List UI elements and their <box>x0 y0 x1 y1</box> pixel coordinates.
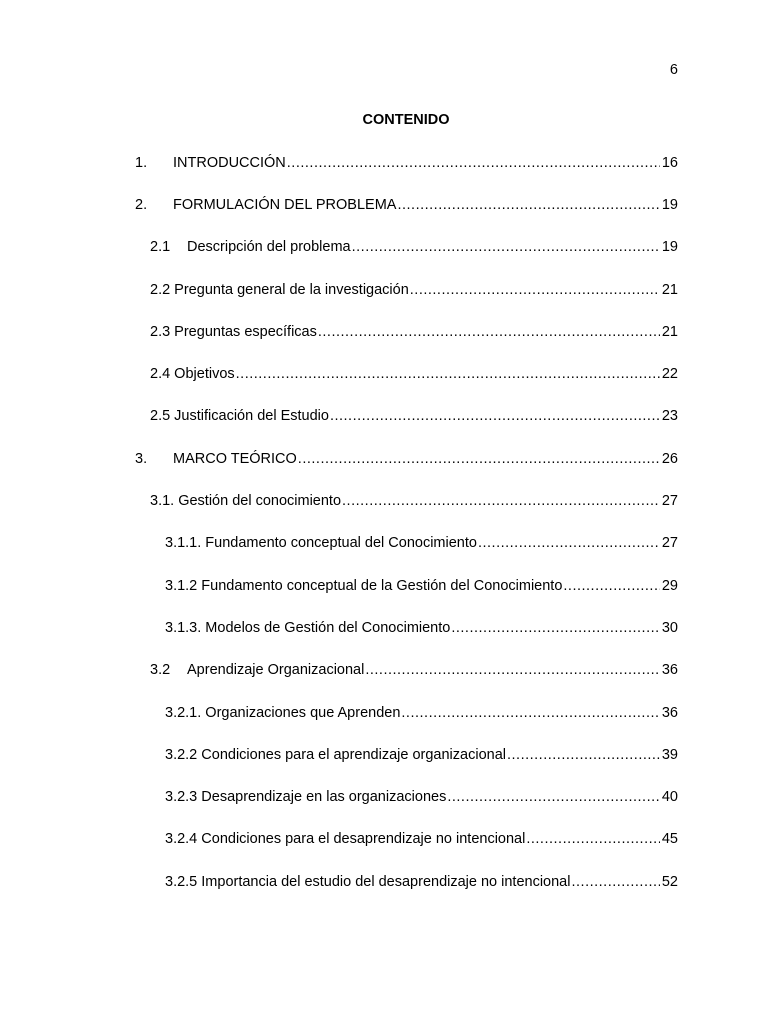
toc-leader-dots <box>318 322 660 342</box>
toc-entry <box>0 787 768 807</box>
toc-entry-title: FORMULACIÓN DEL PROBLEMA <box>173 197 397 213</box>
toc-entry <box>0 195 768 215</box>
toc-leader-dots <box>410 280 660 300</box>
toc-entry-page: 52 <box>661 874 678 890</box>
toc-entry-page: 30 <box>661 620 678 636</box>
toc-entry <box>0 745 768 765</box>
toc-entry-title: 3.2.1. Organizaciones que Aprenden <box>165 705 401 721</box>
toc-entry-title: Descripción del problema <box>187 239 351 255</box>
toc-entry-page: 36 <box>661 705 678 721</box>
toc-leader-dots <box>478 533 660 553</box>
toc-entry-page: 23 <box>661 408 678 424</box>
toc-entry-title: MARCO TEÓRICO <box>173 451 297 467</box>
toc-entry-title: 3.1.3. Modelos de Gestión del Conocimiento <box>165 620 451 636</box>
toc-entry <box>0 618 768 638</box>
toc-leader-dots <box>330 406 660 426</box>
toc-leader-dots <box>447 787 660 807</box>
toc-entry-page: 19 <box>661 197 678 213</box>
toc-entry <box>0 576 768 596</box>
toc-entry <box>0 322 768 342</box>
toc-entry <box>0 449 768 469</box>
toc-entry <box>0 872 768 892</box>
toc-entry-title: 2.3 Preguntas específicas <box>150 324 317 340</box>
toc-leader-dots <box>236 364 660 384</box>
toc-leader-dots <box>365 660 660 680</box>
toc-entry-title: INTRODUCCIÓN <box>173 155 286 171</box>
toc-entry-title: 2.2 Pregunta general de la investigación <box>150 282 409 298</box>
toc-leader-dots <box>352 237 660 257</box>
toc-entry-page: 45 <box>661 831 678 847</box>
toc-leader-dots <box>401 703 659 723</box>
toc-entry-page: 26 <box>661 451 678 467</box>
toc-leader-dots <box>287 153 660 173</box>
toc-entry-number: 2. <box>135 197 148 213</box>
toc-entry <box>0 829 768 849</box>
toc-entry-page: 16 <box>661 155 678 171</box>
toc-entry <box>0 660 768 680</box>
toc-entry <box>0 533 768 553</box>
toc-entry-page: 36 <box>661 662 678 678</box>
toc-leader-dots <box>571 872 659 892</box>
toc-entry-number: 3. <box>135 451 148 467</box>
toc-entry <box>0 703 768 723</box>
toc-entry <box>0 364 768 384</box>
toc-entry-number: 1. <box>135 155 148 171</box>
toc-entry-title: 3.2.2 Condiciones para el aprendizaje organizacional <box>165 747 506 763</box>
toc-entry-title: 3.1. Gestión del conocimiento <box>150 493 342 509</box>
toc-entry <box>0 280 768 300</box>
toc-entry-title: 2.5 Justificación del Estudio <box>150 408 329 424</box>
toc-entry-title: 3.2.4 Condiciones para el desaprendizaje no intencional <box>165 831 526 847</box>
toc-leader-dots <box>507 745 660 765</box>
toc-entry <box>0 491 768 511</box>
page-number: 6 <box>669 62 678 78</box>
toc-entry <box>0 237 768 257</box>
toc-entry-title: 3.2.3 Desaprendizaje en las organizaciones <box>165 789 447 805</box>
toc-leader-dots <box>526 829 660 849</box>
toc-entry-page: 39 <box>661 747 678 763</box>
toc-entry-page: 40 <box>661 789 678 805</box>
toc-entry-page: 22 <box>661 366 678 382</box>
toc-entry-page: 21 <box>661 282 678 298</box>
toc-entry-page: 29 <box>661 578 678 594</box>
toc-leader-dots <box>563 576 659 596</box>
toc-entry-page: 19 <box>661 239 678 255</box>
toc-entry-page: 27 <box>661 535 678 551</box>
toc-entry <box>0 406 768 426</box>
toc-entry-title: Aprendizaje Organizacional <box>187 662 365 678</box>
toc-entry-number: 2.1 <box>150 239 171 255</box>
toc-entry-title: 3.1.1. Fundamento conceptual del Conocimiento <box>165 535 477 551</box>
toc-entry-title: 2.4 Objetivos <box>150 366 235 382</box>
toc-entry-number: 3.2 <box>150 662 171 678</box>
toc-entry-title: 3.2.5 Importancia del estudio del desaprendizaje no intencional <box>165 874 571 890</box>
page-title: CONTENIDO <box>362 112 450 128</box>
toc-leader-dots <box>397 195 659 215</box>
toc-entry-page: 21 <box>661 324 678 340</box>
toc-leader-dots <box>451 618 660 638</box>
toc-entry-page: 27 <box>661 493 678 509</box>
toc-entry-title: 3.1.2 Fundamento conceptual de la Gestión del Conocimiento <box>165 578 563 594</box>
toc-entry <box>0 153 768 173</box>
toc-leader-dots <box>298 449 660 469</box>
toc-leader-dots <box>342 491 660 511</box>
